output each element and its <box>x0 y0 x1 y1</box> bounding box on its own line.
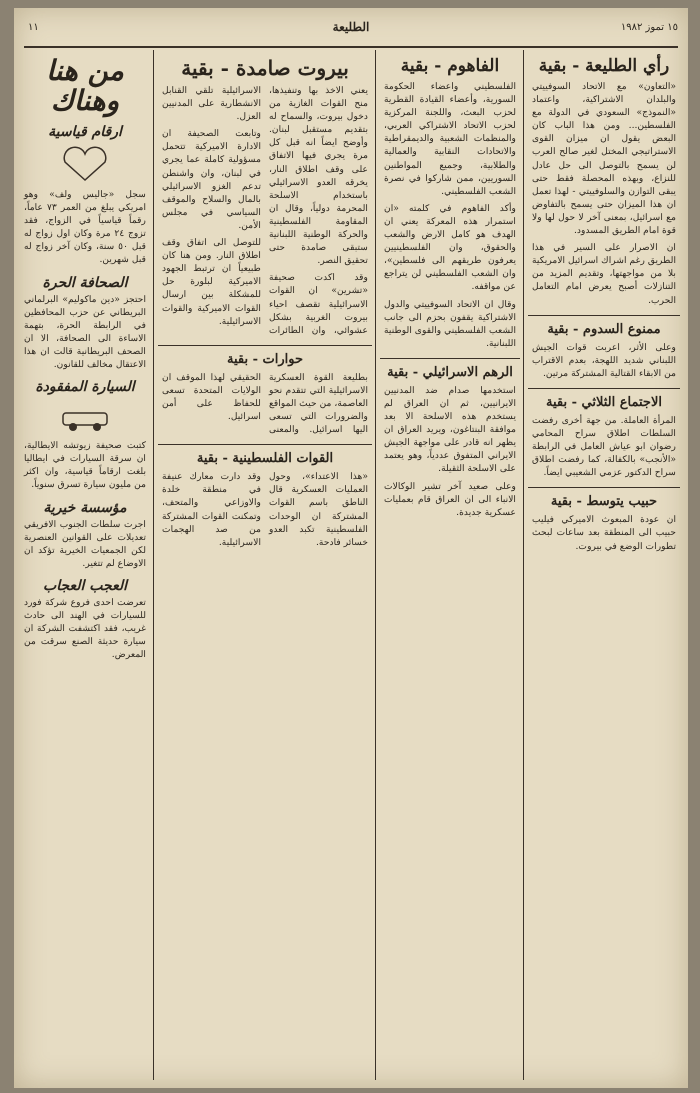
paragraph: تعرضت احدى فروع شركة فورد للسيارات في الهند الى حادث غريب، فقد اكتشفت الشركة ان سيارة حديثة الصنع سرقت من المعرض. <box>24 596 146 661</box>
subhead: الاجتماع الثلاثي - بقية <box>528 388 680 410</box>
paragraph: وقد اكدت صحيفة «تشرين» ان القوات الاسرائيلية تقصف احياء بيروت الغربية بشكل عشوائي، وان الطائرات الاسرائيلية تلقي القنابل الانشطارية على المدنيين العزل. <box>162 85 368 336</box>
feature-logo-title: من هنا وهناك <box>46 54 124 117</box>
paragraph: وقال ان الاتحاد السوفييتي والدول الاشتراكية يقفون بحزم الى جانب الشعب الفلسطيني والقوى الوطنية اللبنانية. <box>384 298 516 349</box>
paragraph: اجرت سلطات الجنوب الافريقي تعديلات على القوانين العنصرية لكن الجمعيات الخيرية تؤكد ان الاوضاع لم تتغير. <box>24 518 146 569</box>
column-beirut <box>158 50 372 1080</box>
paragraph: وعلى صعيد آخر تشير الوكالات الانباء الى ان العراق قام بعمليات عسكرية جديدة. <box>384 480 516 518</box>
newspaper-page <box>14 8 688 1088</box>
paragraph: «التعاون» مع الاتحاد السوفييتي والبلدان الاشتراكية، واعتماد «النموذج» السعودي في الدولة مع الفلسطين... ومن هذا الباب كان البعض يقول ان ميزان القوى الاستراتيجي المختل لغير صالح العرب لن يسمح بالتوصل الى حل عادل للنزاع، وبهذه المحصلة فقط حتى يبقى التوازن والسلوفييتي - لهذا تعمل ان هذا الميزان حتى يسمح بالتفاوض مع اسرائيل، بمعنى آخر لا حول لها ولا قوة امام الطريق المسدود. <box>532 81 676 237</box>
subhead: ممنوع السدوم - بقية <box>528 315 680 337</box>
paragraph: وتابعت الصحيفة ان الادارة الاميركية تتحمل مسؤولية كاملة عما يجري في لبنان، وان واشنطن تدعم الغزو الاسرائيلي بالمال والسلاح والموقف السياسي في مجلس الأمن. <box>162 128 261 231</box>
paragraph: «هذا الاعتداء»، وحول العمليات العسكرية قال الناطق باسم القوات المشتركة ان الوحدات الفلسطينية تكبد العدو خسائر فادحة. <box>269 471 368 548</box>
feature-heading: العجب العجاب <box>43 577 127 594</box>
header-date: ١٥ تموز ١٩٨٢ <box>620 22 678 33</box>
headline-fahoum: الفاهوم - بقية <box>400 56 500 76</box>
paragraph: كتبت صحيفة زيوتشه الايطالية، ان سرقة السيارات في ايطاليا بلغت ارقاماً قياسية، وان اكثر من مليون سيارة تسرق سنوياً. <box>24 440 146 491</box>
column-rule <box>153 50 154 1080</box>
paragraph: للتوصل الى اتفاق وقف اطلاق النار. ومن هنا كان طبيعياً ان ترتبط الجهود الاميركية لبلورة حل للمشكلة بين ارسال القوات الاميركية والقوات الاسرائيلية. <box>162 237 261 327</box>
paragraph: وعلى الأثر، اعربت قوات الجيش اللبناني شديد اللهجة، بعدم الاقتراب من الابقاء القتالية المشتركة مرتين. <box>532 341 676 379</box>
column-fahoum <box>380 50 520 1080</box>
paragraph: الفلسطيني واعضاء الحكومة السورية، وأعضاء القيادة القطرية لحزب البعث، واللجنة المركزية لحزب الاتحاد الاشتراكي العربي، والمنظمات الشعبية والديمقراطية والاتحادات النقابية والعمالية والطلابية، وجميع المواطنين السوريين، ممن شاركوا في نصرة الشعب الفلسطيني. <box>384 81 516 197</box>
column-rule <box>523 50 524 1080</box>
feature-heading: ارقام قياسية <box>48 124 122 140</box>
subhead: القوات الفلسطينية - بقية <box>158 444 372 466</box>
paragraph: وأكد الفاهوم في كلمته «ان استمرار هذه المعركة يعني ان الهدف هو كامل الارض والشعب والحقوق، وان الفلسطينيين يعرفون طريقهم الى فلسطين»، وان الشعب الفلسطيني لن يتراجع عن مواقفه. <box>384 202 516 293</box>
paragraph: المرأة العاملة. من جهة أخرى رفضت السلطات اطلاق سراح المحامي رضوان ابو عياش العامل في الرابطة «الأنجب» بالكفالة، كما رفضت اطلاق سراح الدكتور عزمي الشعيبي ايضاً. <box>532 414 676 479</box>
feature-heading: الصحافة الحرة <box>42 274 128 291</box>
subhead: حوارات - بقية <box>158 345 372 367</box>
feature-logo <box>20 56 150 116</box>
headline-editorial: رأي الطليعة - بقية <box>538 56 670 76</box>
feature-heading: السيارة المفقودة <box>35 379 135 396</box>
paragraph: ان الاصرار على السير في هذا الطريق رغم اشراك اسرائيل الامريكية بلا من مواجهتها، وتقديم المزيد من التنازلات أصبح يعرض امام التعامل الحرب. <box>532 242 676 306</box>
subhead: الرهم الاسرائيلي - بقية <box>380 358 520 380</box>
paragraph: احتجز «دين ماكوليم» البرلماني البريطاني عن حزب المحافظين في الرابطة الحرة، بتهمة الاساءة الى الصحافة، الا ان الصحف البريطانية قالت ان هذا الاعتقال مخالف للقانون. <box>24 293 146 371</box>
column-here-there <box>20 50 150 1080</box>
subhead: حبيب يتوسط - بقية <box>528 487 680 509</box>
heart-illustration-icon <box>55 144 115 184</box>
paragraph: سجل «جاليس ولف» وهو امريكي يبلغ من العمر ٧٣ عاماً، رقماً قياسياً في الزواج، فقد تزوج ٢٤ مرة وكان اول زواج له قبل ٥٠ سنة، وكان آخر زواج له قبل شهرين. <box>24 189 146 266</box>
paragraph: يعني الاخذ بها وتنفيذها، منح القوات الغازية من دخول بيروت، والسماح له بتقديم مستقبل لبنان. وأوضح ايضاً انه قبل كل مرة يجري فيها الاتفاق على وقف اطلاق النار، يخرقه العدو الاسرائيلي باستخدام الاسلحة المحرمة دولياً، وقال ان المقاومة الفلسطينية والحركة الوطنية اللبنانية ستبقى صامدة حتى تحقيق النصر. <box>269 85 368 267</box>
page-header <box>24 12 678 48</box>
column-rule <box>375 50 376 1080</box>
paragraph: استخدمها صدام ضد المدنيين الايرانيين، ثم ان العراق لم يستخدم هذه الاسلحة الا بعد موافقة البنتاغون، ويريد العراق ان يظهر انه قادر على مواجهة الجيش الايراني المتفوق عددياً، وهو يعتمد على الاسلحة الثقيلة. <box>384 384 516 475</box>
paragraph: وقد دارت معارك عنيفة في منطقة خلدة والاوزاعي والمتحف، وتمكنت القوات المشتركة من صد الهجمات الاسرائيلية. <box>162 471 261 548</box>
headline-beirut: بيروت صامدة - بقية <box>181 56 349 80</box>
feature-heading: مؤسسة خيرية <box>43 499 127 516</box>
car-illustration-icon <box>55 399 115 435</box>
page-number: ١١ <box>28 22 39 33</box>
newspaper-name: الطليعة <box>332 20 370 34</box>
column-editorial <box>528 50 680 1080</box>
paragraph: بطليعة القوة العسكرية الاسرائيلية التي تتقدم نحو العاصمة، من حيث المواقع والضرورات التي تسعى اليها اسرائيل. والمعنى الحقيقي لهذا الموقف ان الولايات المتحدة تسعى للحفاظ على أمن اسرائيل. <box>162 371 368 436</box>
paragraph: ان عودة المبعوث الاميركي فيليب حبيب الى المنطقة بعد ساعات لبحث تطورات الوضع في بيروت. <box>532 514 676 552</box>
